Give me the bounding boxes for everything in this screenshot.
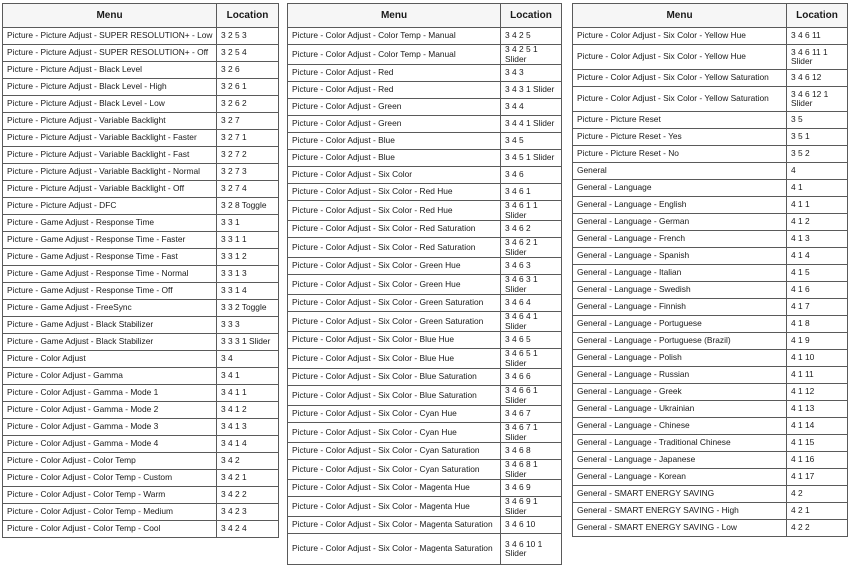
table-row: [288, 65, 562, 82]
location-cell: 3 2 6: [217, 62, 279, 79]
location-cell: 3 4 6 3: [501, 258, 562, 275]
table-row: [3, 300, 279, 317]
table-row: [573, 231, 848, 248]
menu-cell: General - Language - French: [573, 231, 787, 248]
menu-cell: Picture - Game Adjust - Response Time - Normal: [3, 266, 217, 283]
location-cell: 4 1 7: [787, 299, 848, 316]
location-cell: 3 4 4 1 Slider: [501, 116, 562, 133]
table-row: [3, 453, 279, 470]
menu-table-3: [572, 3, 848, 537]
location-cell: 3 4 1 4: [217, 436, 279, 453]
location-cell: 3 4 1: [217, 368, 279, 385]
menu-table-1: [2, 3, 279, 538]
table-row: [288, 221, 562, 238]
menu-cell: Picture - Game Adjust - Response Time - Fast: [3, 249, 217, 266]
menu-cell: Picture - Picture Reset - No: [573, 146, 787, 163]
table-row: [3, 62, 279, 79]
table-row: [573, 316, 848, 333]
location-cell: 4 2 2: [787, 520, 848, 537]
menu-cell: Picture - Game Adjust - FreeSync: [3, 300, 217, 317]
location-cell: 3 4 6 10: [501, 517, 562, 534]
table-row: [288, 150, 562, 167]
location-cell: 3 4 2 4: [217, 521, 279, 538]
menu-cell: Picture - Color Adjust - Six Color - Magenta Saturation: [288, 534, 501, 565]
table-row: [573, 112, 848, 129]
menu-cell: Picture - Picture Adjust - Variable Backlight - Fast: [3, 147, 217, 164]
table-row: [288, 133, 562, 150]
table-row: [3, 334, 279, 351]
location-cell: 3 4 1 2: [217, 402, 279, 419]
menu-cell: Picture - Color Adjust - Six Color - Red Saturation: [288, 238, 501, 258]
table-row: [288, 116, 562, 133]
table-row: [288, 349, 562, 369]
location-cell: 3 4 2 5 1 Slider: [501, 45, 562, 65]
location-cell: 3 4 6 6 1 Slider: [501, 386, 562, 406]
location-cell: 3 4 6 1 1 Slider: [501, 201, 562, 221]
menu-cell: Picture - Color Adjust - Six Color - Green Hue: [288, 258, 501, 275]
menu-cell: General - Language - Finnish: [573, 299, 787, 316]
table-row: [573, 146, 848, 163]
table-row: [288, 295, 562, 312]
menu-cell: General - Language - Korean: [573, 469, 787, 486]
table-row: [573, 469, 848, 486]
table-row: [573, 129, 848, 146]
menu-cell: Picture - Color Adjust - Gamma - Mode 4: [3, 436, 217, 453]
table-row: [573, 45, 848, 70]
table-row: [3, 96, 279, 113]
menu-cell: General - Language - Chinese: [573, 418, 787, 435]
table-row: [3, 521, 279, 538]
menu-cell: General - SMART ENERGY SAVING - High: [573, 503, 787, 520]
menu-cell: General - Language - German: [573, 214, 787, 231]
location-cell: 4 1 13: [787, 401, 848, 418]
menu-cell: Picture - Game Adjust - Black Stabilizer: [3, 334, 217, 351]
table-row: [3, 215, 279, 232]
table-row: [573, 401, 848, 418]
menu-cell: Picture - Color Adjust - Green: [288, 99, 501, 116]
table-row: [288, 406, 562, 423]
location-cell: 3 4 5: [501, 133, 562, 150]
menu-cell: Picture - Game Adjust - Response Time - Faster: [3, 232, 217, 249]
menu-cell: Picture - Color Adjust - Six Color - Blue Saturation: [288, 369, 501, 386]
location-cell: 3 2 8 Toggle: [217, 198, 279, 215]
table-row: [288, 534, 562, 565]
table-row: [3, 181, 279, 198]
location-cell: 3 4 3 1 Slider: [501, 82, 562, 99]
location-cell: 3 5 2: [787, 146, 848, 163]
location-cell: 4 1 6: [787, 282, 848, 299]
location-column-header: Location: [501, 4, 562, 28]
menu-cell: Picture - Picture Adjust - DFC: [3, 198, 217, 215]
location-cell: 3 4 2 5: [501, 28, 562, 45]
location-cell: 3 2 7 3: [217, 164, 279, 181]
location-cell: 3 4 6 5: [501, 332, 562, 349]
menu-cell: Picture - Game Adjust - Response Time: [3, 215, 217, 232]
menu-cell: Picture - Color Adjust - Six Color - Magenta Hue: [288, 497, 501, 517]
menu-cell: Picture - Color Adjust - Gamma - Mode 2: [3, 402, 217, 419]
menu-cell: General - SMART ENERGY SAVING: [573, 486, 787, 503]
location-cell: 3 4 6 4 1 Slider: [501, 312, 562, 332]
location-cell: 3 4 1 3: [217, 419, 279, 436]
menu-cell: Picture - Color Adjust - Six Color - Blue Hue: [288, 349, 501, 369]
location-cell: 3 2 7: [217, 113, 279, 130]
menu-cell: Picture - Color Adjust - Six Color - Cyan Saturation: [288, 460, 501, 480]
table-row: [3, 283, 279, 300]
location-cell: 4 2: [787, 486, 848, 503]
table-row: [3, 198, 279, 215]
table-row: [573, 418, 848, 435]
table-row: [573, 28, 848, 45]
table-row: [3, 28, 279, 45]
table-row: [573, 350, 848, 367]
menu-cell: General - Language - Ukrainian: [573, 401, 787, 418]
location-cell: 3 3 3: [217, 317, 279, 334]
location-cell: 3 4 4: [501, 99, 562, 116]
menu-cell: Picture - Picture Adjust - Black Level: [3, 62, 217, 79]
table-row: [3, 266, 279, 283]
location-cell: 3 3 1 1: [217, 232, 279, 249]
table-row: [3, 504, 279, 521]
table-row: [573, 180, 848, 197]
location-cell: 3 3 1 3: [217, 266, 279, 283]
table-row: [288, 497, 562, 517]
menu-cell: General - Language - Traditional Chinese: [573, 435, 787, 452]
table-row: [288, 99, 562, 116]
table-row: [288, 480, 562, 497]
menu-cell: Picture - Color Adjust - Six Color - Cyan Hue: [288, 423, 501, 443]
location-cell: 3 4 6 9 1 Slider: [501, 497, 562, 517]
menu-cell: Picture - Color Adjust - Color Temp - Cool: [3, 521, 217, 538]
menu-cell: General - Language - Polish: [573, 350, 787, 367]
menu-cell: General - Language - Spanish: [573, 248, 787, 265]
table-row: [288, 45, 562, 65]
menu-cell: Picture - Color Adjust - Six Color - Red Saturation: [288, 221, 501, 238]
menu-cell: Picture - Color Adjust - Color Temp - Manual: [288, 45, 501, 65]
menu-cell: General - Language - Italian: [573, 265, 787, 282]
table-row: [573, 70, 848, 87]
menu-cell: Picture - Color Adjust - Six Color - Cyan Hue: [288, 406, 501, 423]
menu-cell: Picture - Picture Adjust - Black Level - Low: [3, 96, 217, 113]
menu-cell: Picture - Picture Adjust - SUPER RESOLUTION+ - Off: [3, 45, 217, 62]
menu-cell: Picture - Picture Adjust - Variable Backlight - Off: [3, 181, 217, 198]
menu-cell: Picture - Color Adjust - Color Temp - Manual: [288, 28, 501, 45]
location-cell: 3 4 6 4: [501, 295, 562, 312]
location-cell: 3 2 5 4: [217, 45, 279, 62]
location-cell: 3 4 6 9: [501, 480, 562, 497]
table-row: [3, 130, 279, 147]
table-row: [288, 517, 562, 534]
location-cell: 3 4 6 8 1 Slider: [501, 460, 562, 480]
menu-cell: Picture - Picture Adjust - Black Level - High: [3, 79, 217, 96]
location-cell: 4: [787, 163, 848, 180]
location-cell: 4 1 16: [787, 452, 848, 469]
location-cell: 4 1 12: [787, 384, 848, 401]
table-row: [3, 436, 279, 453]
table-row: [3, 249, 279, 266]
location-cell: 3 4: [217, 351, 279, 368]
table-row: [573, 520, 848, 537]
menu-cell: General - Language - English: [573, 197, 787, 214]
location-cell: 4 1 2: [787, 214, 848, 231]
location-cell: 4 1 9: [787, 333, 848, 350]
table-row: [288, 275, 562, 295]
location-cell: 4 1: [787, 180, 848, 197]
location-cell: 3 3 1 4: [217, 283, 279, 300]
menu-cell: Picture - Color Adjust - Six Color: [288, 167, 501, 184]
table-row: [573, 435, 848, 452]
location-cell: 3 3 2 Toggle: [217, 300, 279, 317]
location-cell: 3 4 6 7 1 Slider: [501, 423, 562, 443]
table-row: [288, 386, 562, 406]
table-header-row: [288, 4, 562, 28]
table-row: [573, 214, 848, 231]
location-cell: 3 4 6 8: [501, 443, 562, 460]
table-row: [288, 423, 562, 443]
menu-cell: Picture - Picture Adjust - SUPER RESOLUTION+ - Low: [3, 28, 217, 45]
location-cell: 4 1 4: [787, 248, 848, 265]
menu-cell: Picture - Color Adjust - Blue: [288, 133, 501, 150]
location-cell: 3 4 6 12 1 Slider: [787, 87, 848, 112]
location-cell: 3 2 7 1: [217, 130, 279, 147]
location-cell: 3 2 6 1: [217, 79, 279, 96]
menu-cell: Picture - Color Adjust - Green: [288, 116, 501, 133]
menu-cell: Picture - Color Adjust - Six Color - Green Hue: [288, 275, 501, 295]
location-cell: 4 1 17: [787, 469, 848, 486]
menu-cell: General - Language - Swedish: [573, 282, 787, 299]
menu-cell: Picture - Picture Reset: [573, 112, 787, 129]
location-cell: 3 3 1 2: [217, 249, 279, 266]
location-cell: 3 3 1: [217, 215, 279, 232]
menu-cell: General - Language - Portuguese (Brazil): [573, 333, 787, 350]
menu-cell: Picture - Picture Adjust - Variable Backlight: [3, 113, 217, 130]
table-row: [573, 87, 848, 112]
menu-cell: Picture - Color Adjust - Six Color - Magenta Hue: [288, 480, 501, 497]
table-row: [573, 384, 848, 401]
table-row: [3, 419, 279, 436]
location-cell: 3 4 6 11 1 Slider: [787, 45, 848, 70]
location-cell: 3 4 2 1: [217, 470, 279, 487]
location-cell: 3 4 2 3: [217, 504, 279, 521]
menu-cell: Picture - Color Adjust - Gamma - Mode 1: [3, 385, 217, 402]
menu-cell: Picture - Color Adjust - Six Color - Yellow Hue: [573, 45, 787, 70]
location-cell: 3 4 6 2 1 Slider: [501, 238, 562, 258]
location-cell: 3 4 6 5 1 Slider: [501, 349, 562, 369]
menu-cell: General - Language - Russian: [573, 367, 787, 384]
table-row: [288, 460, 562, 480]
location-cell: 3 4 2: [217, 453, 279, 470]
table-row: [3, 164, 279, 181]
table-row: [288, 312, 562, 332]
location-column-header: Location: [787, 4, 848, 28]
table-row: [3, 351, 279, 368]
table-row: [573, 452, 848, 469]
location-cell: 3 4 6 12: [787, 70, 848, 87]
location-cell: 3 4 2 2: [217, 487, 279, 504]
location-cell: 3 5 1: [787, 129, 848, 146]
location-cell: 3 2 7 4: [217, 181, 279, 198]
table-row: [288, 258, 562, 275]
location-cell: 3 5: [787, 112, 848, 129]
location-cell: 3 4 6 1: [501, 184, 562, 201]
menu-cell: Picture - Color Adjust - Red: [288, 82, 501, 99]
menu-cell: General - Language - Greek: [573, 384, 787, 401]
menu-cell: Picture - Color Adjust - Blue: [288, 150, 501, 167]
location-cell: 4 1 3: [787, 231, 848, 248]
table-row: [3, 487, 279, 504]
location-cell: 3 4 6 2: [501, 221, 562, 238]
table-row: [288, 201, 562, 221]
menu-cell: Picture - Color Adjust: [3, 351, 217, 368]
menu-column-header: Menu: [288, 4, 501, 28]
menu-cell: Picture - Picture Reset - Yes: [573, 129, 787, 146]
menu-cell: General - Language - Japanese: [573, 452, 787, 469]
location-cell: 4 1 8: [787, 316, 848, 333]
table-row: [573, 333, 848, 350]
menu-cell: Picture - Color Adjust - Six Color - Yellow Saturation: [573, 70, 787, 87]
menu-cell: Picture - Game Adjust - Black Stabilizer: [3, 317, 217, 334]
table-row: [573, 248, 848, 265]
table-row: [288, 238, 562, 258]
location-cell: 3 4 6 6: [501, 369, 562, 386]
menu-cell: Picture - Color Adjust - Six Color - Green Saturation: [288, 312, 501, 332]
location-cell: 3 4 5 1 Slider: [501, 150, 562, 167]
menu-cell: Picture - Color Adjust - Six Color - Red Hue: [288, 201, 501, 221]
menu-cell: Picture - Color Adjust - Color Temp - Medium: [3, 504, 217, 521]
location-cell: 3 4 6 11: [787, 28, 848, 45]
table-row: [573, 367, 848, 384]
location-cell: 3 4 6 3 1 Slider: [501, 275, 562, 295]
location-cell: 3 4 1 1: [217, 385, 279, 402]
menu-cell: Picture - Color Adjust - Six Color - Yellow Saturation: [573, 87, 787, 112]
menu-cell: Picture - Color Adjust - Gamma - Mode 3: [3, 419, 217, 436]
location-cell: 3 2 6 2: [217, 96, 279, 113]
menu-table-2: [287, 3, 562, 565]
table-row: [573, 299, 848, 316]
location-cell: 3 4 6 10 1 Slider: [501, 534, 562, 565]
menu-cell: Picture - Color Adjust - Gamma: [3, 368, 217, 385]
table-row: [3, 147, 279, 164]
menu-cell: General - SMART ENERGY SAVING - Low: [573, 520, 787, 537]
menu-cell: General: [573, 163, 787, 180]
menu-cell: Picture - Color Adjust - Six Color - Blue Hue: [288, 332, 501, 349]
location-cell: 3 2 5 3: [217, 28, 279, 45]
table-row: [288, 443, 562, 460]
table-row: [288, 332, 562, 349]
location-cell: 4 1 5: [787, 265, 848, 282]
table-row: [3, 232, 279, 249]
table-row: [573, 197, 848, 214]
location-cell: 4 1 10: [787, 350, 848, 367]
table-row: [3, 402, 279, 419]
location-cell: 4 2 1: [787, 503, 848, 520]
table-row: [288, 167, 562, 184]
menu-cell: Picture - Color Adjust - Six Color - Blue Saturation: [288, 386, 501, 406]
location-cell: 4 1 15: [787, 435, 848, 452]
table-row: [288, 82, 562, 99]
table-row: [573, 282, 848, 299]
table-row: [3, 317, 279, 334]
location-cell: 3 4 6 7: [501, 406, 562, 423]
location-cell: 3 4 3: [501, 65, 562, 82]
table-row: [573, 503, 848, 520]
menu-column-header: Menu: [573, 4, 787, 28]
menu-cell: Picture - Color Adjust - Color Temp: [3, 453, 217, 470]
menu-cell: Picture - Color Adjust - Six Color - Magenta Saturation: [288, 517, 501, 534]
location-cell: 3 4 6: [501, 167, 562, 184]
menu-cell: Picture - Color Adjust - Color Temp - Custom: [3, 470, 217, 487]
location-cell: 4 1 14: [787, 418, 848, 435]
table-row: [573, 265, 848, 282]
menu-cell: Picture - Color Adjust - Red: [288, 65, 501, 82]
location-cell: 3 3 3 1 Slider: [217, 334, 279, 351]
menu-cell: Picture - Game Adjust - Response Time - Off: [3, 283, 217, 300]
menu-cell: Picture - Color Adjust - Six Color - Red Hue: [288, 184, 501, 201]
location-cell: 4 1 11: [787, 367, 848, 384]
location-column-header: Location: [217, 4, 279, 28]
menu-cell: Picture - Picture Adjust - Variable Backlight - Faster: [3, 130, 217, 147]
menu-cell: General - Language - Portuguese: [573, 316, 787, 333]
table-row: [573, 163, 848, 180]
table-row: [3, 113, 279, 130]
location-cell: 3 2 7 2: [217, 147, 279, 164]
table-row: [573, 486, 848, 503]
table-row: [3, 385, 279, 402]
table-row: [3, 368, 279, 385]
menu-column-header: Menu: [3, 4, 217, 28]
menu-cell: General - Language: [573, 180, 787, 197]
location-cell: 4 1 1: [787, 197, 848, 214]
table-row: [288, 369, 562, 386]
table-header-row: [573, 4, 848, 28]
menu-cell: Picture - Color Adjust - Six Color - Green Saturation: [288, 295, 501, 312]
table-row: [3, 79, 279, 96]
table-header-row: [3, 4, 279, 28]
menu-cell: Picture - Color Adjust - Color Temp - Warm: [3, 487, 217, 504]
table-row: [288, 184, 562, 201]
menu-cell: Picture - Color Adjust - Six Color - Yellow Hue: [573, 28, 787, 45]
table-row: [3, 470, 279, 487]
table-row: [3, 45, 279, 62]
table-row: [288, 28, 562, 45]
menu-cell: Picture - Picture Adjust - Variable Backlight - Normal: [3, 164, 217, 181]
menu-cell: Picture - Color Adjust - Six Color - Cyan Saturation: [288, 443, 501, 460]
